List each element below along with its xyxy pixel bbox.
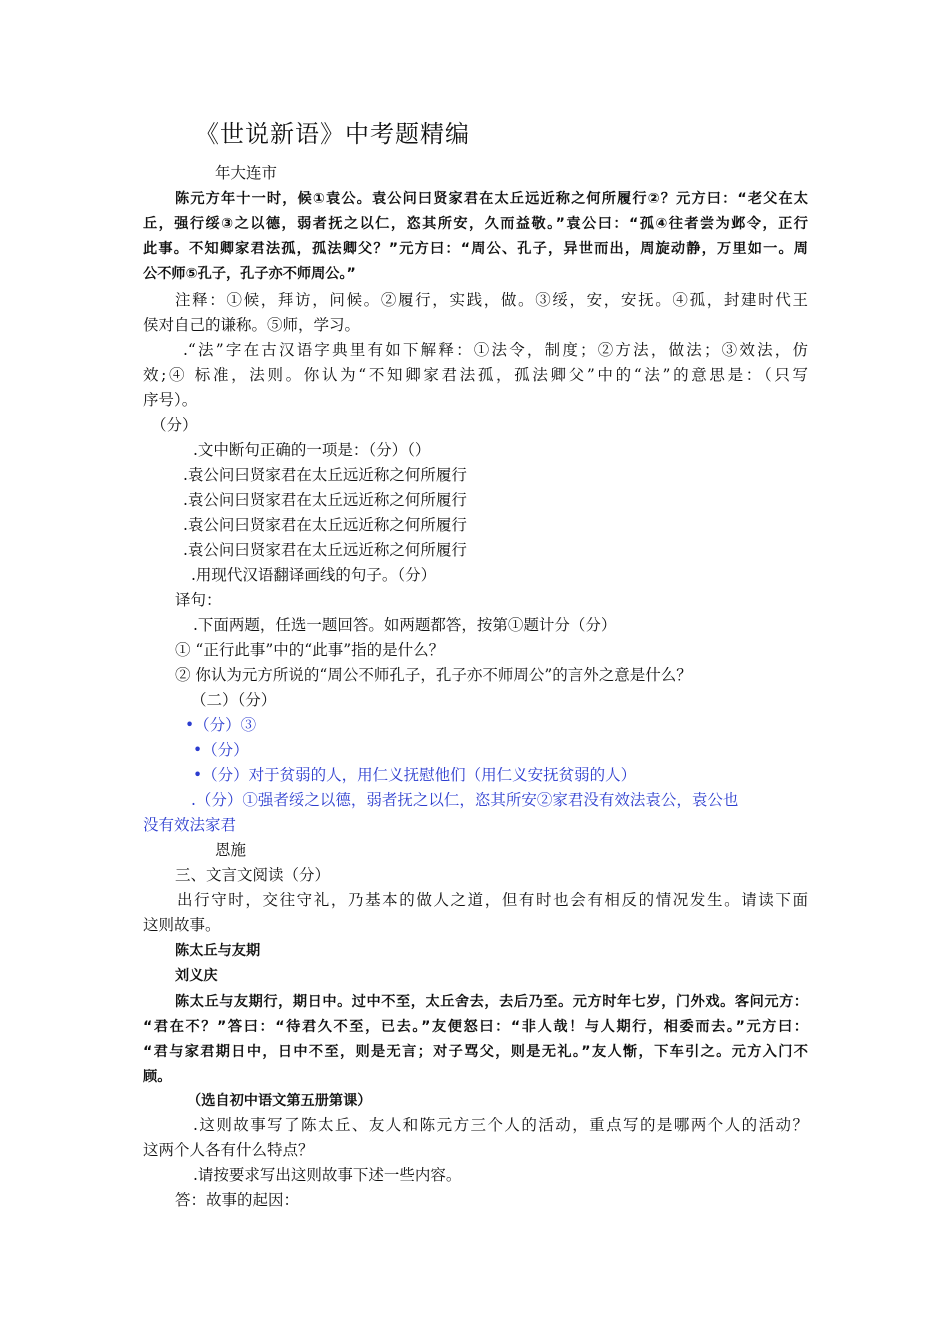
story-line: “君与家君期日中，日中不至，则是无言；对子骂父，则是无礼。”友人惭，下车引之。元方入门不 bbox=[143, 1044, 808, 1060]
section-3-heading: 三、文言文阅读（分） bbox=[175, 866, 331, 884]
source-name: 恩施 bbox=[215, 841, 247, 859]
question-2-option: .袁公问曰贤家君在太丘远近称之何所履行 bbox=[183, 466, 467, 484]
story-source: （选自初中语文第五册第课） bbox=[187, 1093, 372, 1109]
question-6-answer: 答：故事的起因： bbox=[175, 1191, 300, 1209]
answer-line: .（分）①强者绥之以德，弱者抚之以仁，恣其所安②家君没有效法袁公，袁公也 bbox=[191, 791, 739, 809]
answer-line: •（分）③ bbox=[185, 716, 257, 734]
question-2-option: .袁公问曰贤家君在太丘远近称之何所履行 bbox=[183, 516, 467, 534]
question-1-line: 效;④ 标准，法则。你认为“不知卿家君法孤，孤法卿父”中的“法”的意思是：（只写 bbox=[143, 366, 808, 384]
question-1-line: .“法”字在古汉语字典里有如下解释：①法令，制度；②方法，做法；③效法，仿 bbox=[183, 341, 808, 359]
section-2-heading: （二）（分） bbox=[191, 691, 277, 709]
story-line: 陈太丘与友期行，期日中。过中不至，太丘舍去，去后乃至。元方时年七岁，门外戏。客问元方： bbox=[175, 994, 808, 1010]
question-2: .文中断句正确的一项是：（分）（） bbox=[193, 441, 431, 459]
answer-line: •（分） bbox=[193, 741, 249, 759]
question-4: .下面两题，任选一题回答。如两题都答，按第①题计分（分） bbox=[193, 616, 617, 634]
answer-line: •（分）对于贫弱的人，用仁义抚慰他们（用仁义安抚贫弱的人） bbox=[193, 766, 637, 784]
intro-line: 这则故事。 bbox=[143, 916, 221, 934]
question-1-score: （分） bbox=[151, 416, 198, 434]
passage1-line: 此事。不知卿家君法孤，孤法卿父？”元方曰：“周公、孔子，异世而出，周旋动静，万里如一。周 bbox=[143, 241, 808, 257]
question-3: .用现代汉语翻译画线的句子。（分） bbox=[191, 566, 437, 584]
question-2-option: .袁公问曰贤家君在太丘远近称之何所履行 bbox=[183, 491, 467, 509]
story-line: 顾。 bbox=[143, 1069, 172, 1085]
passage1-line: 陈元方年十一时，候①袁公。袁公问曰贤家君在太丘远近称之何所履行②？元方曰：“老父在太 bbox=[175, 191, 808, 207]
question-4-item: ② 你认为元方所说的“周公不师孔子，孔子亦不师周公”的言外之意是什么？ bbox=[175, 666, 692, 684]
source-label: 年大连市 bbox=[215, 164, 278, 182]
question-3-answer-label: 译句： bbox=[175, 591, 222, 609]
passage1-line: 丘，强行绥③之以德，弱者抚之以仁，恣其所安，久而益敬。”袁公曰：“孤④往者尝为邺令，正行 bbox=[143, 216, 808, 232]
story-author: 刘义庆 bbox=[175, 968, 218, 984]
question-2-option: .袁公问曰贤家君在太丘远近称之何所履行 bbox=[183, 541, 467, 559]
intro-line: 出行守时，交往守礼，乃基本的做人之道，但有时也会有相反的情况发生。请读下面 bbox=[177, 891, 808, 909]
answer-line: 没有效法家君 bbox=[143, 816, 237, 834]
question-4-item: ① “正行此事”中的“此事”指的是什么？ bbox=[175, 641, 445, 659]
document-title: 《世说新语》中考题精编 bbox=[195, 120, 470, 148]
passage1-line: 公不师⑤孔子，孔子亦不师周公。” bbox=[143, 266, 356, 282]
story-title: 陈太丘与友期 bbox=[175, 943, 261, 959]
notes-line: 注释：①候，拜访，问候。②履行，实践，做。③绥，安，安抚。④孤，封建时代王 bbox=[175, 291, 808, 309]
story-line: “君在不？”答曰：“待君久不至，已去。”友便怒曰：“非人哉！与人期行，相委而去。”元方曰： bbox=[143, 1019, 808, 1035]
question-1-line: 序号）。 bbox=[143, 391, 198, 409]
question-5-line: 这两个人各有什么特点？ bbox=[143, 1141, 314, 1159]
question-5-line: .这则故事写了陈太丘、友人和陈元方三个人的活动，重点写的是哪两个人的活动？ bbox=[193, 1116, 808, 1134]
notes-line: 侯对自己的谦称。⑤师，学习。 bbox=[143, 316, 361, 334]
question-6: .请按要求写出这则故事下述一些内容。 bbox=[193, 1166, 462, 1184]
